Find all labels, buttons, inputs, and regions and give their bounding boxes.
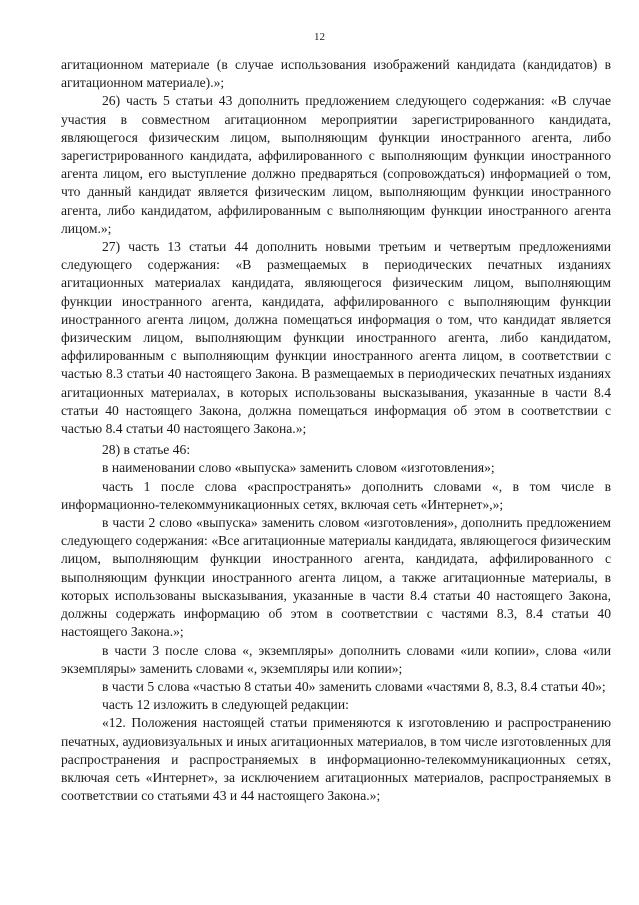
- paragraph-title-amendment: в наименовании слово «выпуска» заменить словом «изготовления»;: [102, 460, 495, 476]
- paragraph-continuation: агитационном материале (в случае использования изображений кандидата (кандидатов) в агитационном материале).»;: [61, 57, 611, 91]
- paragraph-part-5: в части 5 слова «частью 8 статьи 40» заменить словами «частями 8, 8.3, 8.4 статьи 40»;: [102, 678, 606, 694]
- document-body: [61, 56, 611, 805]
- paragraph-part-12-intro: часть 12 изложить в следующей редакции:: [102, 697, 349, 713]
- paragraph-item-28: 28) в статье 46:: [102, 442, 191, 458]
- paragraph-part-1: часть 1 после слова «распространять» дополнить словами «, в том числе в информационно-телекоммуникационных сетях, включая сеть «Интернет»,»;: [61, 478, 611, 512]
- paragraph-item-27: 27) часть 13 статьи 44 дополнить новыми третьим и четвертым предложениями следующего содержания: «В размещаемых в периодических печатных изданиях агитационных материалах кандидата, являющегося физическим лицом, выполняющим функции иностранного агента, кандидата, аффилированного с выполняющим функции иностранного агента лицом, должна помещаться информация о том, что кандидат является физическим лицом, выполняющим функции иностранного агента, либо кандидатом, аффилированным с выполняющим функции иностранного агента лицом, в соответствии с частью 8.3 статьи 40 настоящего Закона. В размещаемых в периодических печатных изданиях агитационных материалах, в которых использованы высказывания, указанные в части 8.4 статьи 40 настоящего Закона, должна помещаться информация об этом в соответствии с частью 8.4 статьи 40 настоящего Закона.»;: [61, 239, 611, 437]
- paragraph-part-12-text: «12. Положения настоящей статьи применяются к изготовлению и распространению печатных, аудиовизуальных и иных агитационных материалов, в том числе изготовленных для распространения и распространяемых в информационно-телекоммуникационных сетях, включая сеть «Интернет», за исключением агитационных материалов, распространяемых в соответствии со статьями 43 и 44 настоящего Закона.»;: [61, 715, 611, 804]
- paragraph-item-26: 26) часть 5 статьи 43 дополнить предложением следующего содержания: «В случае участия в совместном агитационном мероприятии зарегистрированного кандидата, являющегося физическим лицом, выполняющим функции иностранного агента, либо зарегистрированного кандидата, аффилированного с выполняющим функции иностранного агента лицом, его выступление должно предваряться (сопровождаться) информацией о том, что данный кандидат является физическим лицом, выполняющим функции иностранного агента, либо кандидатом, аффилированным с выполняющим функции иностранного агента лицом.»;: [61, 93, 611, 236]
- page-number: 12: [314, 31, 325, 43]
- paragraph-part-3: в части 3 после слова «, экземпляры» дополнить словами «или копии», слова «или экземпляры» заменить словами «, экземпляры или копии»;: [61, 642, 611, 676]
- paragraph-part-2: в части 2 слово «выпуска» заменить словом «изготовления», дополнить предложением следующего содержания: «Все агитационные материалы кандидата, являющегося физическим лицом, выполняющим функции иностранного агента, кандидата, аффилированного с выполняющим функции иностранного агента лицом, а также агитационные материалы, в которых использованы высказывания, указанные в части 8.4 статьи 40 настоящего Закона, должны содержать информацию об этом в соответствии с частями 8.3, 8.4 статьи 40 настоящего Закона.»;: [61, 515, 611, 640]
